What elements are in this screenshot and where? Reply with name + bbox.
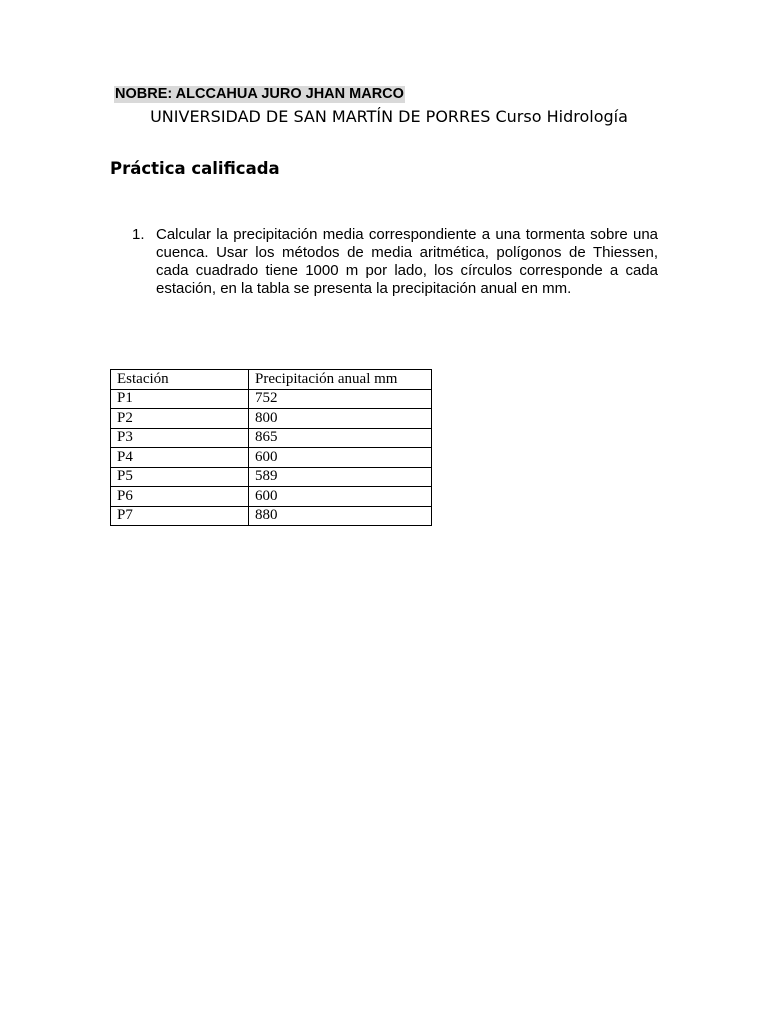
- table-cell: 865: [249, 428, 432, 448]
- table-header-cell: Estación: [111, 370, 249, 390]
- question-number: 1.: [132, 226, 145, 243]
- table-row: [111, 487, 432, 507]
- precipitation-table: [110, 369, 432, 526]
- table-cell: 800: [249, 409, 432, 429]
- table-cell: 752: [249, 389, 432, 409]
- table-cell: P6: [111, 487, 249, 507]
- university-course-heading: UNIVERSIDAD DE SAN MARTÍN DE PORRES Curso Hidrología: [150, 107, 628, 126]
- table-cell: P4: [111, 448, 249, 468]
- table-row: [111, 467, 432, 487]
- table-cell: P2: [111, 409, 249, 429]
- student-name: NOBRE: ALCCAHUA JURO JHAN MARCO: [115, 86, 404, 102]
- table-row: [111, 506, 432, 526]
- table-header-row: [111, 370, 432, 390]
- table-row: [111, 448, 432, 468]
- table-header-cell: Precipitación anual mm: [249, 370, 432, 390]
- table-cell: 880: [249, 506, 432, 526]
- table-cell: 589: [249, 467, 432, 487]
- table-cell: P7: [111, 506, 249, 526]
- table-row: [111, 428, 432, 448]
- table-row: [111, 389, 432, 409]
- table-cell: P1: [111, 389, 249, 409]
- table-cell: 600: [249, 487, 432, 507]
- table-cell: P3: [111, 428, 249, 448]
- question-item: [132, 226, 658, 298]
- table-cell: P5: [111, 467, 249, 487]
- table-row: [111, 409, 432, 429]
- table-cell: 600: [249, 448, 432, 468]
- question-text: Calcular la precipitación media correspondiente a una tormenta sobre una cuenca. Usar los métodos de media aritmética, polígonos de Thiessen, cada cuadrado tiene 1000 m por lado, los círculos corresponde a cada estación, en la tabla se presenta la precipitación anual en mm.: [156, 226, 658, 297]
- page-title: Práctica calificada: [110, 159, 280, 178]
